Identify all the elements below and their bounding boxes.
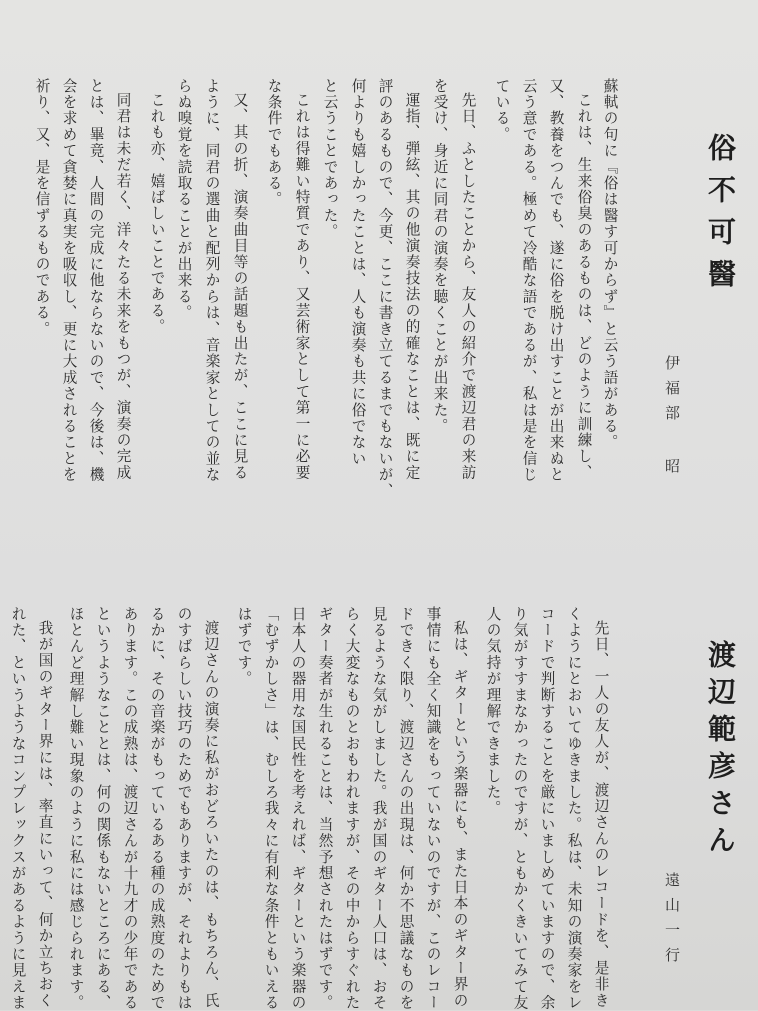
text-line: これは、生来俗臭のあるものは、どのように訓練し、 [575,92,593,481]
essay-author-1: 伊福部 昭 [663,355,681,483]
text-line: 先日、ふとしたことから、友人の紹介で渡辺君の来訪 [459,92,477,481]
text-line: 祈り、又、是を信ずるものである。 [33,78,51,338]
text-line: 運指、弾絃、其の他演奏技法の的確なことは、既に定 [403,92,421,481]
text-line: るかに、その音楽がもっているある種の成熟度のためで [148,606,166,1011]
text-line: ように、同君の選曲と配列からは、音楽家としての並な [203,78,221,483]
text-line: 我が国のギター界には、率直にいって、何か立ちおく [36,620,54,1009]
text-line: はずです。 [235,606,253,687]
text-line: 会を求めて貪婪に真実を吸収し、更に大成されることを [60,78,78,483]
text-line: のすばらしい技巧のためでもありますが、それよりもは [175,606,193,1011]
text-line: 先日、一人の友人が、渡辺さんのレコードを、是非き [592,620,610,1009]
text-line: らく大変なものとおもわれますが、その中からすぐれた [343,606,361,1011]
text-line: らぬ嗅覚を読取ることが出来る。 [175,78,193,321]
essay-author-2: 遠山一行 [663,872,681,972]
text-line: ている。 [493,78,511,143]
text-line: とは、畢竟、人間の完成に他ならないので、今後は、機 [87,78,105,483]
text-line: 「むずかしさ」は、むしろ我々に有利な条件ともいえる [262,606,280,1011]
text-line: と云うことであった。 [321,78,339,240]
text-line: 同君は未だ若く、洋々たる未来をもつが、演奏の完成 [114,92,132,481]
text-line: を受け、身近に同君の演奏を聴くことが出来た。 [431,78,449,435]
text-line: 人の気持が理解できました。 [484,606,502,817]
text-line: 云う意である。極めて冷酷な語であるが、私は是を信じ [520,78,538,483]
text-line: というようなこととは、何の関係もないところにある、 [94,606,112,1011]
text-line: 何よりも嬉しかったことは、人も演奏も共に俗でない [349,78,367,467]
text-line: 渡辺さんの演奏に私がおどろいたのは、もちろん、氏 [202,620,220,1009]
text-line: ほとんど理解し難い現象のように私には感じられます。 [67,606,85,1011]
text-line: 日本人の器用な国民性を考えれば、ギターという楽器の [289,606,307,1011]
text-line: 見るような気がしました。我が国のギター人口は、おそ [370,606,388,1011]
text-line: 又、其の折、演奏曲目等の話題も出たが、ここに見る [231,92,249,481]
text-line: 蘇軾の句に『俗は醫す可からず』と云う語がある。 [601,78,619,451]
text-line: あります。この成熟は、渡辺さんが十九才の少年である [121,606,139,1011]
text-line: 私は、ギターという楽器にも、また日本のギター界の [451,620,469,1009]
text-line: り気がすすまなかったのですが、ともかくきいてみて友 [511,606,529,1011]
text-line: 事情にも全く知識をもっていないのですが、このレコー [424,606,442,1011]
text-line: コードで判断することを厳にいましめていますので、余 [538,606,556,1011]
text-line: 評のあるもので、今更、ここに書き立てるまでもないが、 [376,78,394,500]
text-line: れた、というようなコンプレックスがあるように見えま [9,606,27,1011]
essay-title-2: 渡辺範彦さん [704,640,737,862]
text-line: ドできく限り、渡辺さんの出現は、何か不思議なものを [397,606,415,1011]
text-line: な条件でもある。 [265,78,283,208]
text-line: ギター奏者が生れることは、当然予想されたはずです。 [316,606,334,1011]
text-line: これは得難い特質であり、又芸術家として第一に必要 [293,92,311,481]
text-line: これも亦、嬉ばしいことである。 [148,92,166,335]
text-line: くようにとおいてゆきました。私は、未知の演奏家をレ [565,606,583,1011]
essay-title-1: 俗不可醫 [704,133,737,301]
text-line: 又、教養をつんでも、遂に俗を脱け出すことが出来ぬと [547,78,565,483]
